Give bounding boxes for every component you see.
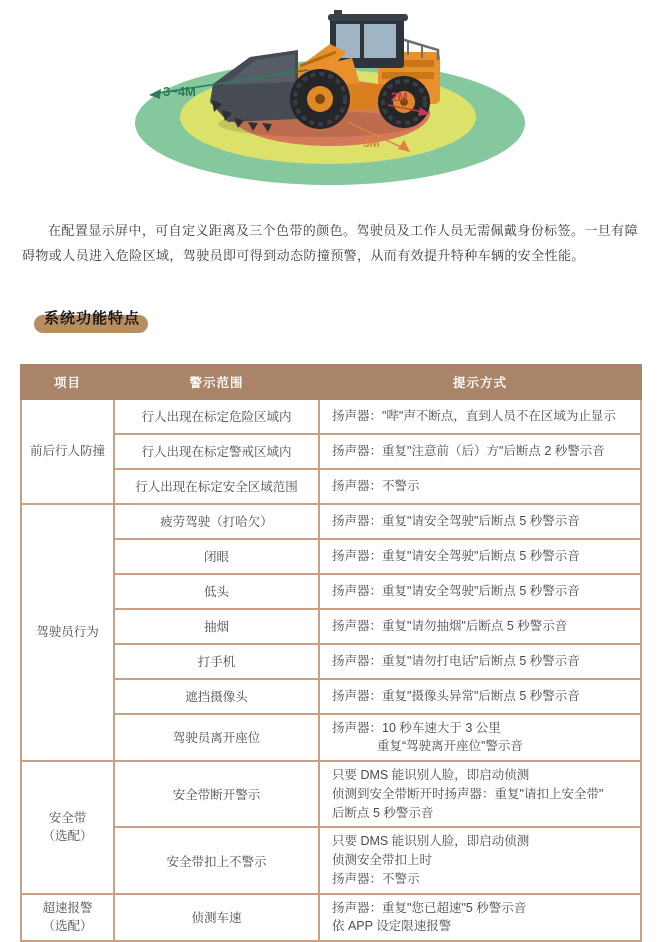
alert-cell: 扬声器：10 秒车速大于 3 公里 重复“驾驶离开座位”警示音 — [319, 714, 641, 762]
section-title: 系统功能特点 — [44, 309, 141, 327]
table-row — [21, 609, 641, 644]
range-cell: 低头 — [114, 574, 319, 609]
table-row — [21, 714, 641, 762]
table-row — [21, 539, 641, 574]
alert-cell: 扬声器：重复"请勿抽烟"后断点 5 秒警示音 — [319, 609, 641, 644]
range-cell: 遮挡摄像头 — [114, 679, 319, 714]
alert-cell: 扬声器：重复"请勿打电话"后断点 5 秒警示音 — [319, 644, 641, 679]
alert-cell: 扬声器：不警示 — [319, 469, 641, 504]
outer-distance-label: 3~4M — [163, 84, 196, 99]
alert-cell: 扬声器：重复"请安全驾驶"后断点 5 秒警示音 — [319, 539, 641, 574]
range-cell: 安全带断开警示 — [114, 761, 319, 827]
column-header-warning-range: 警示范围 — [114, 365, 319, 399]
alert-cell: 扬声器：重复"摄像头异常"后断点 5 秒警示音 — [319, 679, 641, 714]
range-cell: 驾驶员离开座位 — [114, 714, 319, 762]
group-cell-seatbelt: 安全带 （选配） — [21, 761, 114, 894]
alert-cell: 扬声器：重复"您已超速"5 秒警示音 依 APP 设定限速报警 — [319, 894, 641, 942]
column-header-item: 项目 — [21, 365, 114, 399]
range-cell: 行人出现在标定安全区域范围 — [114, 469, 319, 504]
group-cell-pedestrian: 前后行人防撞 — [21, 399, 114, 504]
range-cell: 闭眼 — [114, 539, 319, 574]
alert-cell: 扬声器：重复"请安全驾驶"后断点 5 秒警示音 — [319, 574, 641, 609]
alert-cell: 只要 DMS 能识别人脸，即启动侦测 侦测到安全带断开时扬声器：重复"请扣上安全带" 后断点 5 秒警示音 — [319, 761, 641, 827]
range-cell: 行人出现在标定警戒区域内 — [114, 434, 319, 469]
column-header-alert-method: 提示方式 — [319, 365, 641, 399]
wheel-loader-illustration — [210, 10, 440, 137]
table-row — [21, 894, 641, 942]
group-cell-driver-behavior: 驾驶员行为 — [21, 504, 114, 762]
range-cell: 疲劳驾驶（打哈欠） — [114, 504, 319, 539]
group-cell-overspeed: 超速报警 （选配） — [21, 894, 114, 942]
table-row — [21, 644, 641, 679]
table-row — [21, 761, 641, 827]
detection-zone-illustration — [0, 0, 660, 202]
range-cell: 抽烟 — [114, 609, 319, 644]
range-cell: 安全带扣上不警示 — [114, 827, 319, 893]
alert-cell: 扬声器：重复"注意前（后）方"后断点 2 秒警示音 — [319, 434, 641, 469]
inner-distance-label: 2M — [391, 90, 408, 104]
middle-distance-label: 3M — [363, 136, 380, 150]
table-row — [21, 574, 641, 609]
alert-cell: 扬声器："哔"声不断点，直到人员不在区域为止显示 — [319, 399, 641, 434]
table-row — [21, 679, 641, 714]
table-row — [21, 399, 641, 434]
intro-paragraph: 在配置显示屏中，可自定义距离及三个色带的颜色。驾驶员及工作人员无需佩戴身份标签。一旦有障碍物或人员进入危险区域，驾驶员即可得到动态防撞预警，从而有效提升特种车辆的安全性能。 — [22, 223, 638, 264]
table-row — [21, 827, 641, 893]
range-cell: 行人出现在标定危险区域内 — [114, 399, 319, 434]
table-header-row — [21, 365, 641, 399]
table-row — [21, 469, 641, 504]
table-row — [21, 434, 641, 469]
alert-cell: 只要 DMS 能识别人脸，即启动侦测 侦测安全带扣上时 扬声器：不警示 — [319, 827, 641, 893]
detection-zone-diagram — [0, 0, 660, 202]
table-row — [21, 504, 641, 539]
section-heading — [44, 307, 140, 328]
features-table — [20, 364, 642, 942]
range-cell: 打手机 — [114, 644, 319, 679]
alert-cell: 扬声器：重复"请安全驾驶"后断点 5 秒警示音 — [319, 504, 641, 539]
range-cell: 侦测车速 — [114, 894, 319, 942]
